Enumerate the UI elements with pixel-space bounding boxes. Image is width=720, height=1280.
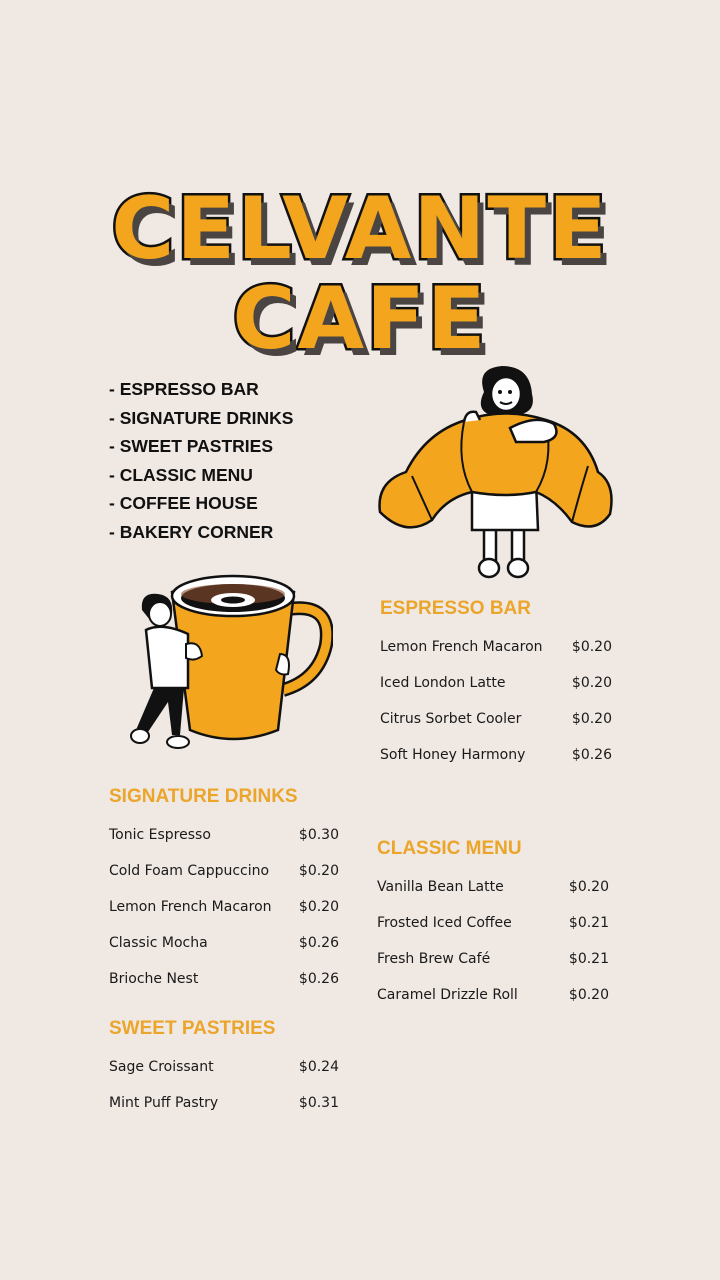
item-price: $0.20 [298, 863, 339, 879]
section-signature-drinks [109, 786, 339, 1006]
category-list [109, 378, 293, 549]
menu-item [380, 710, 612, 746]
menu-item [109, 898, 339, 934]
category-signature-drinks: - SIGNATURE DRINKS [109, 407, 294, 428]
item-price: $0.20 [568, 987, 609, 1003]
menu-item [377, 914, 609, 950]
item-name: Tonic Espresso [109, 827, 211, 843]
menu-item [109, 1094, 339, 1130]
item-price: $0.20 [571, 711, 612, 727]
item-price: $0.20 [568, 879, 609, 895]
item-name: Iced London Latte [380, 675, 506, 691]
section-title: SWEET PASTRIES [109, 1018, 276, 1039]
item-price: $0.31 [298, 1095, 339, 1111]
person-hugging-coffee-mug-icon [128, 570, 333, 755]
cafe-title-line2: CAFE [232, 269, 488, 369]
menu-item [109, 1058, 339, 1094]
item-name: Cold Foam Cappuccino [109, 863, 270, 879]
section-title: ESPRESSO BAR [380, 598, 531, 619]
section-title: CLASSIC MENU [377, 838, 522, 859]
menu-item [380, 638, 612, 674]
cafe-title-line1: CELVANTE [111, 179, 609, 279]
item-name: Mint Puff Pastry [109, 1095, 219, 1111]
menu-item [380, 674, 612, 710]
section-title: SIGNATURE DRINKS [109, 786, 298, 807]
item-price: $0.20 [571, 639, 612, 655]
item-price: $0.26 [298, 935, 339, 951]
menu-item [377, 986, 609, 1022]
item-price: $0.20 [571, 675, 612, 691]
menu-item [109, 826, 339, 862]
item-name: Citrus Sorbet Cooler [380, 711, 522, 727]
category-espresso-bar: - ESPRESSO BAR [109, 379, 259, 399]
item-name: Caramel Drizzle Roll [377, 987, 518, 1003]
item-name: Frosted Iced Coffee [377, 915, 512, 931]
category-bakery-corner: - BAKERY CORNER [109, 521, 274, 542]
item-name: Lemon French Macaron [109, 899, 272, 915]
woman-hugging-croissant-icon [376, 362, 616, 584]
item-name: Brioche Nest [109, 971, 199, 987]
category-sweet-pastries: - SWEET PASTRIES [109, 436, 273, 456]
item-price: $0.21 [568, 915, 609, 931]
item-price: $0.26 [298, 971, 339, 987]
section-classic-menu [377, 838, 609, 1022]
menu-item [377, 950, 609, 986]
item-price: $0.21 [568, 951, 609, 967]
category-coffee-house: - COFFEE HOUSE [109, 493, 258, 513]
section-espresso-bar [380, 598, 612, 782]
item-name: Vanilla Bean Latte [377, 879, 504, 895]
item-name: Sage Croissant [109, 1059, 214, 1075]
item-name: Lemon French Macaron [380, 639, 543, 655]
item-price: $0.26 [571, 747, 612, 763]
item-price: $0.20 [298, 899, 339, 915]
item-name: Classic Mocha [109, 935, 208, 951]
item-price: $0.24 [298, 1059, 339, 1075]
menu-item [109, 970, 339, 1006]
item-name: Fresh Brew Café [377, 951, 491, 967]
section-sweet-pastries [109, 1018, 339, 1130]
category-classic-menu: - CLASSIC MENU [109, 464, 253, 485]
menu-item [380, 746, 612, 782]
menu-item [109, 862, 339, 898]
item-name: Soft Honey Harmony [380, 747, 526, 763]
menu-item [377, 878, 609, 914]
item-price: $0.30 [298, 827, 339, 843]
menu-item [109, 934, 339, 970]
